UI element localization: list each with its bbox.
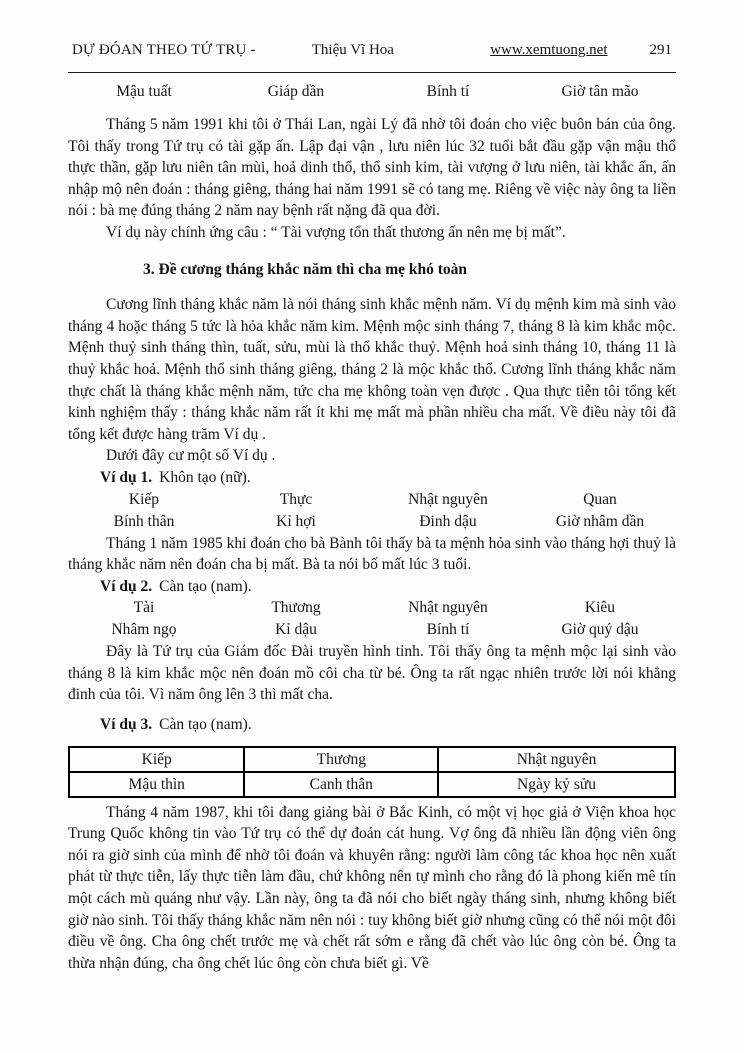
example-1-label-line [68,467,676,489]
paragraph-bac-kinh: Tháng 4 năm 1987, khi tôi đang giảng bài ở Bắc Kinh, có một vị học giả ở Viện khoa học Trung Quốc không tin vào Tứ trụ có thể dự đoán cát hung. Vợ ông đã nhiều lần động viên ông nói ra giờ sinh của mình để nhờ tôi đoán và khuyên rằng: người làm công tác khoa học nên xuất phát từ thực tiễn, lấy thực tiễn làm đầu, chứ không nên tự mình cho rằng đó là phong kiến mê tín một cách mù quáng như vậy. Lần này, ông ta đã nói cho biết ngày tháng sinh, nhưng không biết giờ nào sinh. Tôi thấy tháng khắc năm nên nói : tuy không biết giờ nhưng cũng có thể nói một đôi điều về ông. Cha ông chết trước mẹ và chết rất sớm e rằng đã chết vào lúc ông còn bé. Ông ta thừa nhận đúng, cha ông chết lúc ông còn chưa biết gì. Về [68,803,676,972]
pillar-cell: Bính tí [426,621,470,639]
table-cell: Mậu thìn [69,772,244,797]
example-3-label-line [68,714,676,736]
author-name: Thiệu Vĩ Hoa [311,42,394,58]
page-number: 291 [649,42,672,58]
paragraph-duoi-day: Dưới đây cư một số Ví dụ . [106,447,276,465]
pillar-cell: Đinh dậu [419,512,477,530]
example-3-label: Ví dụ 3. [100,716,153,734]
table-cell: Kiếp [69,747,244,772]
example-3-pillar-table [68,746,676,798]
pillar-cell: Giáp dần [267,83,325,100]
table-row [69,772,675,797]
example-1-intro: Khôn tạo (nữ). [159,468,251,486]
paragraph-giam-doc: Đây là Tứ trụ của Giám đốc Đài truyền hình tỉnh. Tôi thấy ông ta mệnh mộc lại sinh vào tháng 8 là kim khắc mộc nên đoán mồ côi cha từ bé. Ông ta rất ngạc nhiên trước lời nói khẳng đinh của tôi. Vì năm ông lên 3 thì mất cha. [68,643,676,704]
pillar-cell: Kỉ dậu [275,621,317,639]
pillar-row-top [68,73,676,105]
pillar-cell: Thực [279,490,313,508]
example-2-columns-row [68,597,676,619]
pillar-cell: Kiếp [128,490,160,508]
pillar-cell: Bính thân [113,512,175,530]
pillar-cell: Kỉ hợi [276,512,316,530]
paragraph-ba-banh: Tháng 1 năm 1985 khi đoán cho bà Bành tôi thấy bà ta mệnh hỏa sinh vào tháng hợi thuỷ là tháng khắc năm nên đoán cha bị mất. Bà ta nói bố mất lúc 3 tuổi. [68,534,676,574]
example-1-label: Ví dụ 1. [100,468,153,486]
paragraph-quote: Ví dụ này chính ứng câu : “ Tài vượng tổn thất thương ấn nên mẹ bị mất”. [106,223,566,241]
example-2-label: Ví dụ 2. [100,577,153,595]
example-3-intro: Càn tạo (nam). [159,716,252,734]
section-heading: 3. Đề cương tháng khắc năm thì cha mẹ khó toàn [143,260,468,278]
example-2-label-line [68,576,676,598]
example-1-columns-row [68,489,676,511]
table-cell: Nhật nguyên [438,747,675,772]
table-cell: Canh thân [244,772,438,797]
table-cell: Thương [244,747,438,772]
pillar-cell: Thương [271,599,321,617]
pillar-cell: Giờ tân mão [561,83,639,100]
page-header [68,42,676,59]
pillar-cell: Nhật nguyên [408,599,488,617]
pillar-cell: Nhâm ngọ [111,621,177,639]
example-2-intro: Càn tạo (nam). [159,577,252,595]
paragraph-cuong-linh: Cương lĩnh tháng khắc năm là nói tháng sinh khắc mệnh năm. Ví dụ mệnh kim mà sinh vào tháng 4 hoặc tháng 5 tức là hỏa khắc năm kim. Mệnh mộc sinh tháng 7, tháng 8 là kim khắc mộc. Mệnh thuỷ sinh tháng thìn, tuất, sửu, mùi là thổ khắc thuỷ. Mệnh hoả sinh tháng 10, tháng 11 là thuỷ khắc hoả. Mệnh thổ sinh tháng giêng, tháng 2 là mộc khắc thổ. Cương lĩnh tháng khắc năm thực chất là tháng khắc mệnh năm, tức cha mẹ không toàn vẹn được . Qua thực tiễn tôi tổng kết kinh nghiệm thấy : tháng khắc năm rất ít khi mẹ mất mà phần nhiều cha mất. Về điều này tôi đã tổng kết được hàng trăm Ví dụ . [68,296,676,443]
pillar-cell: Bính tí [426,83,470,100]
pillar-cell: Quan [583,490,617,508]
pillar-cell: Giờ nhâm dần [555,512,645,530]
example-2-values-row [68,619,676,641]
pillar-cell: Mậu tuất [116,83,172,100]
pillar-cell: Nhật nguyên [408,490,488,508]
website-link[interactable]: www.xemtuong.net [490,42,608,58]
example-1-values-row [68,511,676,533]
table-row [69,747,675,772]
paragraph-thailand-1991: Tháng 5 năm 1991 khi tôi ở Thái Lan, ngài Lý đã nhờ tôi đoán cho việc buôn bán của ông. Tôi thấy trong Tứ trụ có tài gặp ấn. Lập đại vận , lưu niên lúc 32 tuổi bắt đầu gặp vận mậu thổ thực thần, gặp lưu niên tân mùi, hoả dinh thổ, thổ sinh kim, tài vượng ở lưu niên, tài khắc ấn, ấn nhập mộ nên đoán : tháng giêng, tháng hai năm 1991 sẽ có tang mẹ. Riêng về việc này ông ta liền nói : bà mẹ đúng tháng 2 năm nay bệnh rất nặng đã qua đời. [68,116,676,220]
pillar-cell: Tài [133,599,155,617]
pillar-cell: Kiêu [584,599,616,617]
table-cell: Ngày kỷ sửu [438,772,675,797]
pillar-cell: Giờ quý dậu [561,621,639,639]
book-title: DỰ ĐÓAN THEO TỨ TRỤ - [72,42,256,58]
